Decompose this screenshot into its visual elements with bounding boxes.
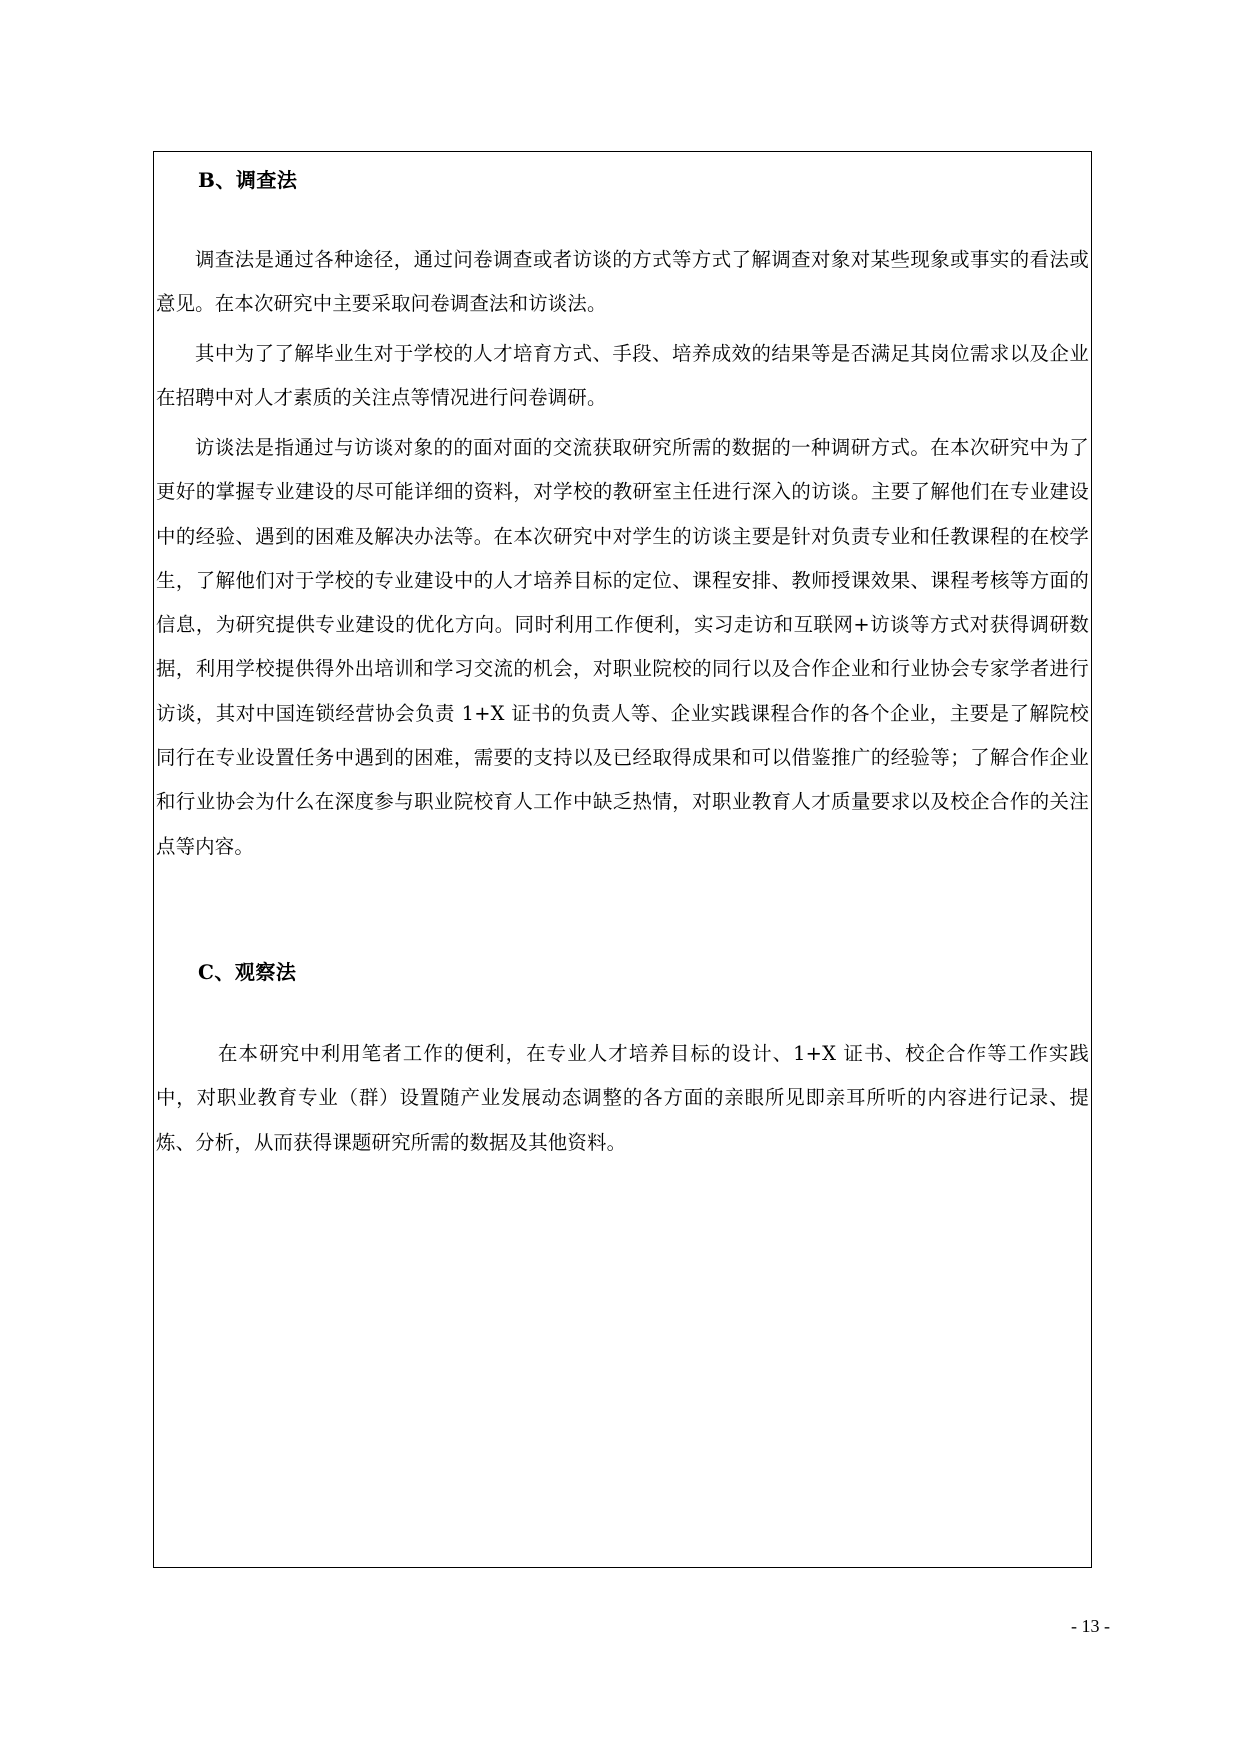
section-heading-observation-method: C、观察法 (198, 960, 297, 984)
content-frame (153, 151, 1092, 1568)
paragraph-questionnaire: 其中为了了解毕业生对于学校的人才培育方式、手段、培养成效的结果等是否满足其岗位需求以及企业在招聘中对人才素质的关注点等情况进行问卷调研。 (156, 342, 1089, 410)
paragraph-interview-method: 访谈法是指通过与访谈对象的的面对面的交流获取研究所需的数据的一种调研方式。在本次研究中为了更好的掌握专业建设的尽可能详细的资料，对学校的教研室主任进行深入的访谈。主要了解他们在专业建设中的经验、遇到的困难及解决办法等。在本次研究中对学生的访谈主要是针对负责专业和任教课程的在校学生，了解他们对于学校的专业建设中的人才培养目标的定位、课程安排、教师授课效果、课程考核等方面的信息，为研究提供专业建设的优化方向。同时利用工作便利，实习走访和互联网+访谈等方式对获得调研数据，利用学校提供得外出培训和学习交流的机会，对职业院校的同行以及合作企业和行业协会专家学者进行访谈，其对中国连锁经营协会负责 1+X 证书的负责人等、企业实践课程合作的各个企业，主要是了解院校同行在专业设置任务中遇到的困难，需要的支持以及已经取得成果和可以借鉴推广的经验等；了解合作企业和行业协会为什么在深度参与职业院校育人工作中缺乏热情，对职业教育人才质量要求以及校企合作的关注点等内容。 (156, 436, 1089, 858)
paragraph-survey-definition: 调查法是通过各种途径，通过问卷调查或者访谈的方式等方式了解调查对象对某些现象或事实的看法或意见。在本次研究中主要采取问卷调查法和访谈法。 (156, 248, 1089, 316)
page-number: - 13 - (1071, 1616, 1110, 1636)
section-heading-survey-method: B、调查法 (198, 168, 298, 192)
paragraph-observation: 在本研究中利用笔者工作的便利，在专业人才培养目标的设计、1+X 证书、校企合作等工作实践中，对职业教育专业（群）设置随产业发展动态调整的各方面的亲眼所见即亲耳所听的内容进行记录、提炼、分析，从而获得课题研究所需的数据及其他资料。 (156, 1042, 1089, 1154)
